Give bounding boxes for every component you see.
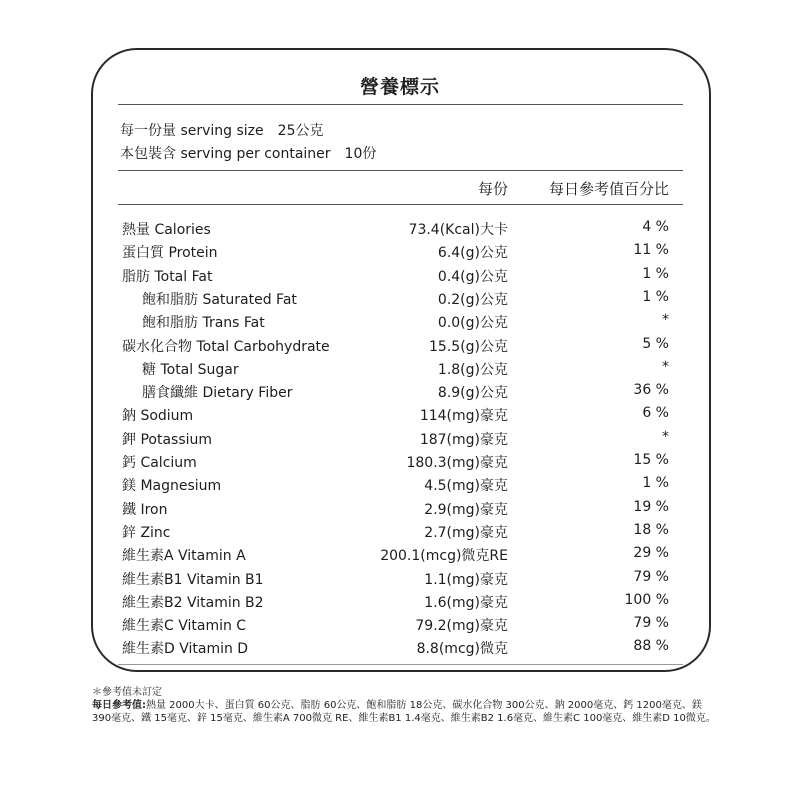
nutrient-row: [0, 569, 800, 592]
nutrient-amount: 2.9(mg)豪克: [424, 501, 508, 518]
nutrient-amount: 4.5(mg)豪克: [424, 478, 508, 495]
nutrient-daily-value: 79 %: [633, 568, 669, 585]
nutrient-name: 鎂 Magnesium: [122, 478, 222, 495]
footnote-star-note: ＊參考值未訂定: [92, 687, 162, 698]
nutrient-daily-value: 4 %: [642, 219, 669, 235]
nutrient-row: [0, 475, 800, 498]
nutrient-amount: 73.4(Kcal)大卡: [408, 222, 508, 238]
nutrient-daily-value: 36 %: [633, 382, 669, 399]
nutrient-name: 脂肪 Total Fat: [122, 268, 213, 285]
divider: [118, 204, 683, 205]
nutrient-amount: 0.0(g)公克: [437, 315, 508, 332]
nutrient-name: 維生素A Vitamin A: [122, 548, 246, 565]
nutrient-amount: 114(mg)豪克: [419, 408, 508, 425]
nutrient-amount: 1.1(mg)豪克: [424, 571, 508, 588]
nutrient-name: 維生素B1 Vitamin B1: [122, 571, 264, 588]
nutrient-daily-value: 1 %: [642, 265, 669, 282]
servings-per-container-value: 10份: [344, 146, 377, 162]
nutrient-row: [0, 452, 800, 475]
nutrient-amount: 15.5(g)公克: [429, 338, 508, 355]
nutrient-amount: 180.3(mg)豪克: [406, 455, 508, 471]
nutrient-amount: 0.4(g)公克: [437, 268, 508, 285]
nutrient-name: 飽和脂肪 Saturated Fat: [142, 291, 297, 308]
divider: [118, 170, 683, 171]
nutrient-daily-value: 100 %: [624, 591, 669, 608]
nutrient-daily-value: 1 %: [642, 475, 669, 492]
nutrient-row: [0, 336, 800, 359]
nutrient-row: [0, 545, 800, 568]
nutrient-daily-value: 18 %: [633, 521, 669, 538]
footnote-ref-label: 每日參考值:: [92, 700, 146, 711]
nutrient-name: 飽和脂肪 Trans Fat: [142, 315, 265, 332]
daily-value-header: 每日參考值百分比: [548, 180, 669, 198]
nutrient-amount: 1.6(mg)豪克: [424, 594, 508, 611]
nutrient-name: 糖 Total Sugar: [142, 361, 239, 378]
nutrient-row: [0, 405, 800, 428]
nutrient-name: 維生素C Vitamin C: [122, 618, 247, 635]
nutrient-name: 蛋白質 Protein: [122, 245, 218, 262]
nutrient-name: 維生素D Vitamin D: [122, 641, 249, 658]
nutrient-daily-value: 88 %: [633, 638, 669, 655]
nutrient-row: [0, 266, 800, 289]
nutrient-amount: 187(mg)豪克: [419, 431, 508, 448]
label-title: 營養標示: [359, 76, 440, 98]
nutrient-row: [0, 359, 800, 382]
nutrient-row: [0, 219, 800, 242]
servings-per-container-label: 本包裝含 serving per container: [120, 146, 331, 162]
nutrient-name: 鐵 Iron: [122, 501, 168, 518]
divider: [118, 664, 683, 665]
nutrient-name: 維生素B2 Vitamin B2: [122, 594, 264, 611]
nutrient-name: 膳食纖維 Dietary Fiber: [142, 385, 293, 402]
nutrient-row: [0, 499, 800, 522]
nutrient-daily-value: 79 %: [633, 615, 669, 632]
nutrient-daily-value: 11 %: [633, 242, 669, 259]
serving-size-value: 25公克: [277, 123, 324, 139]
nutrient-row: [0, 615, 800, 638]
divider: [118, 104, 683, 105]
nutrient-amount: 8.8(mcg)微克: [416, 641, 508, 658]
footnote: [92, 686, 722, 725]
nutrient-name: 熱量 Calories: [122, 222, 211, 238]
nutrient-row: [0, 638, 800, 661]
nutrient-daily-value: 19 %: [633, 498, 669, 515]
serving-size-label: 每一份量 serving size: [120, 123, 264, 139]
nutrient-daily-value: 29 %: [633, 545, 669, 562]
nutrient-row: [0, 522, 800, 545]
nutrient-name: 碳水化合物 Total Carbohydrate: [122, 338, 330, 355]
nutrient-name: 鉀 Potassium: [122, 431, 213, 448]
nutrient-name: 鋅 Zinc: [122, 524, 171, 541]
nutrient-daily-value: *: [662, 358, 669, 375]
nutrient-row: [0, 592, 800, 615]
nutrient-amount: 2.7(mg)豪克: [424, 524, 508, 541]
nutrient-daily-value: 5 %: [642, 335, 669, 352]
nutrient-amount: 8.9(g)公克: [437, 385, 508, 402]
footnote-ref-text: 熱量 2000大卡、蛋白質 60公克、脂肪 60公克、飽和脂肪 18公克、碳水化合物 300公克、鈉 2000毫克、鈣 1200毫克、鎂 390毫克、鐵 15毫克、鋅 15毫克、維生素A 700微克 RE、維生素B1 1.4毫克、維生素B2 1.6毫克、維生素C 100毫克、維生素D 10微克。: [92, 700, 716, 724]
nutrient-daily-value: 1 %: [642, 288, 669, 305]
nutrient-daily-value: 6 %: [642, 405, 669, 422]
nutrient-row: [0, 312, 800, 335]
nutrient-amount: 200.1(mcg)微克RE: [380, 548, 508, 565]
nutrient-amount: 79.2(mg)豪克: [415, 618, 508, 635]
nutrient-daily-value: *: [662, 428, 669, 445]
nutrient-amount: 1.8(g)公克: [437, 361, 508, 378]
nutrient-row: [0, 242, 800, 265]
nutrient-row: [0, 382, 800, 405]
serving-size: [120, 120, 323, 140]
nutrient-row: [0, 429, 800, 452]
nutrient-name: 鈉 Sodium: [122, 408, 194, 425]
servings-per-container: [120, 143, 376, 163]
nutrient-amount: 6.4(g)公克: [437, 245, 508, 262]
nutrient-name: 鈣 Calcium: [122, 455, 197, 471]
nutrient-daily-value: *: [662, 312, 669, 329]
footnote-reference-values: [92, 699, 722, 725]
per-serving-header: 每份: [477, 180, 508, 198]
nutrient-row: [0, 289, 800, 312]
nutrient-amount: 0.2(g)公克: [437, 291, 508, 308]
nutrient-daily-value: 15 %: [633, 452, 669, 468]
